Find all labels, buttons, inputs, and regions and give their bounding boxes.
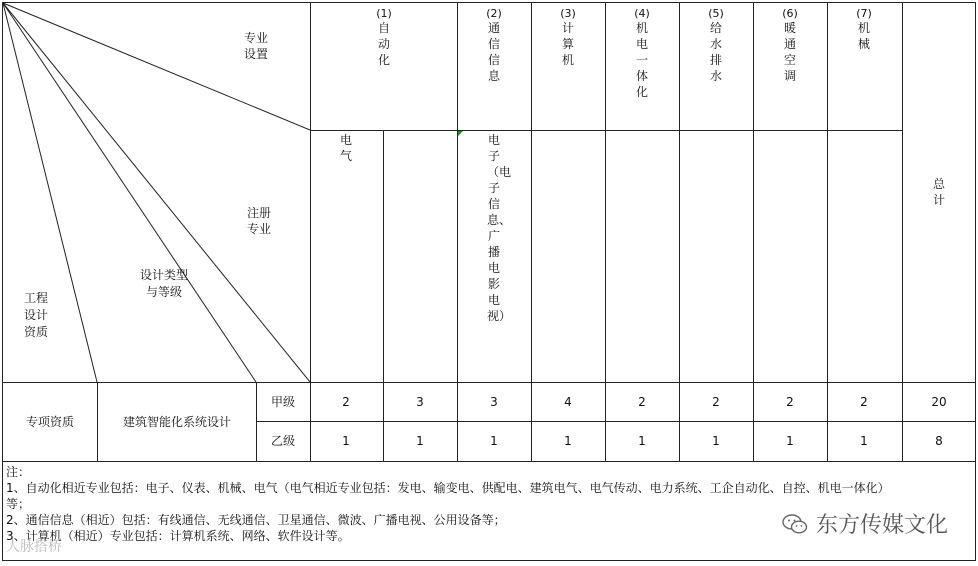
note-line: 注： [6, 465, 31, 479]
cell-marker [458, 131, 463, 136]
col-1-name: 自动化 [377, 21, 390, 67]
note-line: 等； [6, 497, 31, 511]
col-3-number: (3) [560, 7, 576, 20]
grade-b-value: 1 [416, 434, 424, 448]
grade-a-value: 2 [860, 395, 868, 409]
col-4-name: 机电一体化 [635, 21, 648, 99]
grade-a-value: 3 [416, 395, 424, 409]
grade-b-value: 1 [638, 434, 646, 448]
grade-a-value: 2 [342, 395, 350, 409]
note-line: 1、自动化相近专业包括：电子、仪表、机械、电气（电气相近专业包括：发电、输变电、供配电、建筑电气、电气传动、电力系统、工企自动化、自控、机电一体化） [6, 481, 890, 495]
total-header: 总计 [932, 177, 945, 207]
col-7-name: 机 械 [857, 21, 883, 51]
col-3-name: 计算机 [561, 21, 574, 67]
col-4-number: (4) [634, 7, 650, 20]
grade-b-value: 1 [712, 434, 720, 448]
grade-a-value: 2 [712, 395, 720, 409]
watermark-brand-text: 东方传媒文化 [815, 513, 948, 538]
grade-a-total: 20 [931, 395, 947, 409]
design-type-grade-text: 设计类型与等级 [140, 268, 189, 299]
col-6-number: (6) [782, 7, 798, 20]
watermark-faint: 人脉搭桥 [6, 539, 62, 555]
grade-b-total: 8 [935, 434, 943, 448]
col-1-number: (1) [376, 7, 392, 20]
col-7-number: (7) [856, 7, 872, 20]
col-5-name: 给水排水 [709, 21, 722, 83]
corner-label-design-type-grade [140, 267, 188, 301]
corner-label-specialty-setting: 专业设置 [244, 31, 269, 61]
corner-label-engineering-qualification: 工程设计资质 [23, 291, 48, 339]
grade-a-value: 2 [786, 395, 794, 409]
grade-b-value: 1 [564, 434, 572, 448]
grade-a-value: 3 [490, 395, 498, 409]
sub-electric: 电气 [339, 133, 352, 163]
watermark-brand [782, 508, 948, 539]
grade-a-value: 2 [638, 395, 646, 409]
grade-b-value: 1 [860, 434, 868, 448]
grade-b-value: 1 [342, 434, 350, 448]
note-line: 3、计算机（相近）专业包括：计算机系统、网络、软件设计等。 [6, 529, 350, 543]
wechat-icon [782, 513, 808, 535]
row-qualification: 专项资质 [25, 415, 75, 429]
grade-a-label: 甲级 [270, 395, 296, 409]
sub-telecom: 电子（电子信息、广播电影电视） [487, 133, 512, 323]
corner-label-registered-specialty: 注册专业 [247, 206, 272, 236]
col-5-number: (5) [708, 7, 724, 20]
note-line: 2、通信信息（相近）包括：有线通信、无线通信、卫星通信、微波、广播电视、公用设备等； [6, 513, 506, 527]
grade-a-value: 4 [564, 395, 572, 409]
col-2-number: (2) [486, 7, 502, 20]
grade-b-label: 乙级 [270, 434, 296, 448]
notes [6, 464, 890, 544]
grade-b-value: 1 [786, 434, 794, 448]
col-6-name: 暖通空调 [783, 21, 796, 83]
grade-b-value: 1 [490, 434, 498, 448]
row-design-type: 建筑智能化系统设计 [122, 415, 232, 429]
col-2-name: 通信信息 [487, 21, 500, 83]
